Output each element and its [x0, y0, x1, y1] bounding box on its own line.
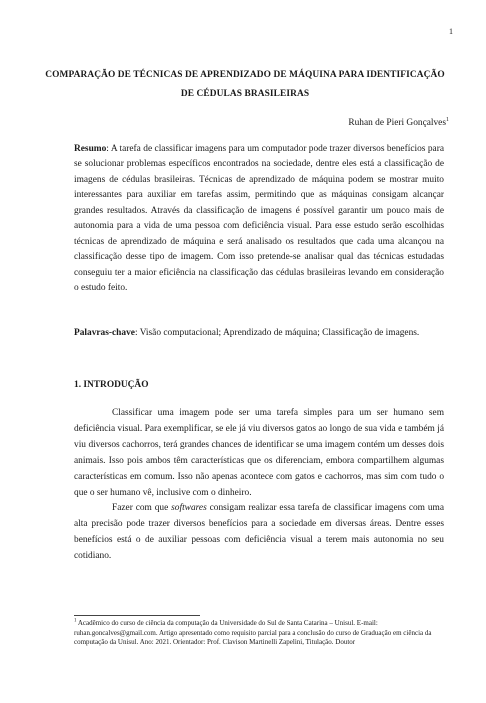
- footnote-divider: [74, 615, 200, 616]
- author-line: [348, 118, 449, 128]
- section-body: [74, 406, 444, 565]
- author-footnote-mark: 1: [446, 116, 449, 123]
- paper-title: COMPARAÇÃO DE TÉCNICAS DE APRENDIZADO DE MÁQUINA PARA IDENTIFICAÇÃO DE CÉDULAS BRASILEIRAS: [45, 70, 445, 99]
- paragraph-2-emphasis: softwares: [171, 503, 207, 514]
- page-number: 1: [449, 27, 453, 36]
- paragraph-2-end: consigam realizar essa tarefa de classificar imagens com uma alta precisão pode trazer diversos benefícios para a sociedade em diversas áreas. Dentre esses benefícios está o de auxiliar pessoas com deficiência visual a terem mais autonomia no seu cotidiano.: [74, 503, 444, 562]
- paragraph-1: Classificar uma imagem pode ser uma tarefa simples para um ser humano sem deficiência visual. Para exemplificar, se ele já viu diversos gatos ao longo de sua vida e também já viu diversos cachorros, terá grandes chances de identificar se uma imagem contém um desses dois animais. Isso pois ambos têm características que os diferenciam, embora compartilhem algumas características em comum. Isso não apenas acontece com gatos e cachorros, mas sim com tudo o que o ser humano vê, inclusive com o dinheiro.: [74, 408, 444, 498]
- footnote: [74, 619, 446, 648]
- author-name: Ruhan de Pieri Gonçalves: [348, 118, 446, 128]
- section-heading: 1. INTRODUÇÃO: [74, 380, 149, 390]
- keywords-text: : Visão computacional; Aprendizado de máquina; Classificação de imagens.: [134, 328, 420, 338]
- paragraph-2-start: Fazer com que: [112, 503, 172, 514]
- abstract-label: Resumo: [74, 144, 107, 154]
- footnote-mark: 1: [74, 618, 77, 624]
- keywords: [74, 326, 454, 341]
- abstract: [74, 142, 444, 297]
- keywords-label: Palavras-chave: [74, 328, 135, 338]
- abstract-text: : A tarefa de classificar imagens para um computador pode trazer diversos benefícios para se solucionar problemas específicos encontrados na sociedade, dentre eles está a classificação de imagens de cédulas brasileiras. Técnicas de aprendizado de máquina podem se mostrar muito interessantes para auxiliar em tarefas assim, permitindo que as máquinas consigam alcançar grandes resultados. Através da classificação de imagens é possível garantir um pouco mais de autonomia para a vida de uma pessoa com deficiência visual. Para esse estudo serão escolhidas técnicas de aprendizado de máquina e será analisado os resultados que cada uma alcançou na classificação desse tipo de imagem. Com isso pretende-se analisar qual das técnicas estudadas conseguiu ter a maior eficiência na classificação das cédulas brasileiras levando em consideração o estudo feito.: [74, 144, 444, 294]
- paragraph-2: [74, 501, 444, 565]
- footnote-text: Acadêmico do curso de ciência da computação da Universidade do Sul de Santa Catarina – Unisul. E-mail: ruhan.goncalves@gmail.com. Artigo apresentado como requisito parcial para a conclusão do curso de Graduação em ciência da computação da Unisul. Ano: 2021. Orientador: Prof. Clavison Martinelli Zapelini, Titulação. Doutor: [74, 619, 432, 647]
